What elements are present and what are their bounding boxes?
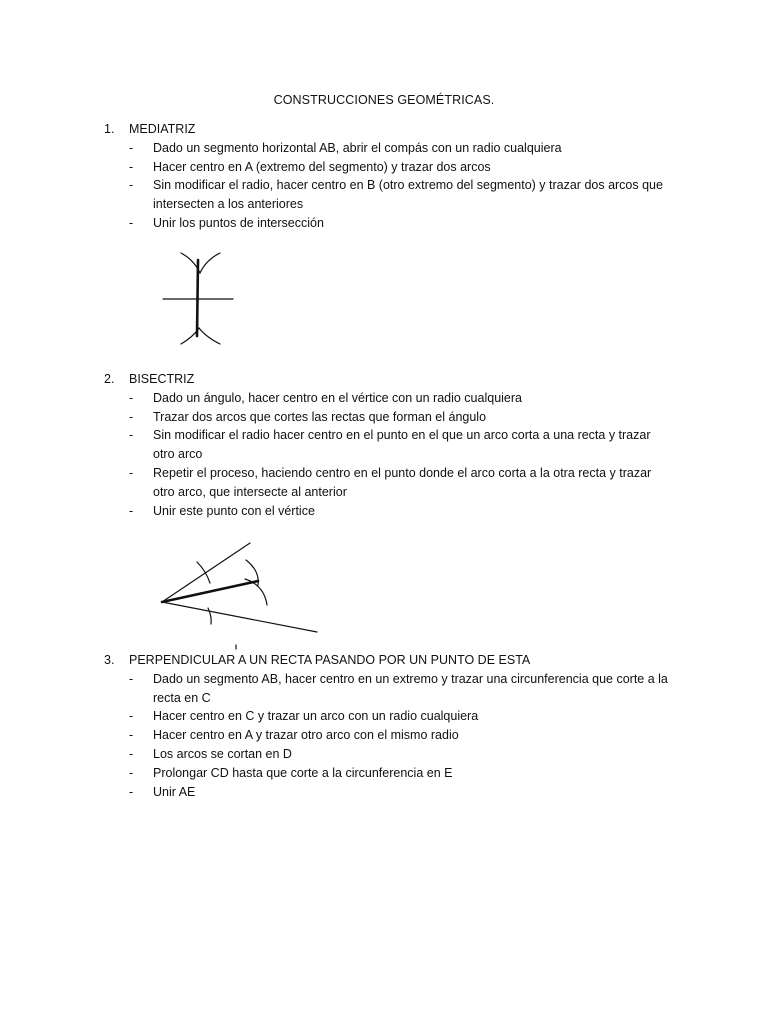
list-item bbox=[104, 408, 684, 427]
bullet-dash: - bbox=[129, 140, 134, 155]
bullet-dash: - bbox=[129, 215, 134, 230]
arc-lower-ray bbox=[208, 608, 211, 624]
upper-arc-pair bbox=[181, 253, 220, 273]
bullet-dash: - bbox=[129, 728, 134, 743]
list-item bbox=[104, 502, 684, 521]
section-number: 3. bbox=[104, 653, 115, 667]
section-perpendicular bbox=[104, 651, 684, 801]
step-list bbox=[104, 670, 684, 802]
section-number: 1. bbox=[104, 122, 115, 136]
bullet-dash: - bbox=[129, 178, 134, 193]
step-text: Trazar dos arcos que cortes las rectas que forman el ángulo bbox=[153, 409, 487, 424]
step-text: Los arcos se cortan en D bbox=[153, 746, 292, 761]
step-text: Unir AE bbox=[153, 784, 196, 799]
section-title: MEDIATRIZ bbox=[129, 122, 196, 136]
section-mediatriz bbox=[104, 120, 684, 233]
section-bisectriz bbox=[104, 370, 684, 520]
bullet-dash: - bbox=[129, 159, 134, 174]
list-item bbox=[104, 764, 684, 783]
step-text: Repetir el proceso, haciendo centro en el punto donde el arco corta a la otra recta y trazar otro arco, que intersecte al anterior bbox=[153, 465, 652, 499]
step-text: Hacer centro en C y trazar un arco con un radio cualquiera bbox=[153, 709, 479, 724]
bisectriz-figure bbox=[150, 535, 330, 650]
list-item bbox=[104, 707, 684, 726]
list-item bbox=[104, 726, 684, 745]
arc-upper-ray bbox=[197, 562, 210, 583]
bullet-dash: - bbox=[129, 465, 134, 480]
angle-bisector bbox=[162, 581, 258, 602]
step-text: Dado un segmento horizontal AB, abrir el compás con un radio cualquiera bbox=[153, 140, 562, 155]
list-item bbox=[104, 389, 684, 408]
list-item bbox=[104, 426, 684, 464]
bisector-line bbox=[197, 260, 198, 336]
step-text: Unir este punto con el vértice bbox=[153, 503, 315, 518]
section-heading bbox=[104, 370, 684, 389]
step-text: Unir los puntos de intersección bbox=[153, 215, 324, 230]
list-item bbox=[104, 176, 684, 214]
bullet-dash: - bbox=[129, 671, 134, 686]
section-heading bbox=[104, 120, 684, 139]
list-item bbox=[104, 158, 684, 177]
bullet-dash: - bbox=[129, 746, 134, 761]
bullet-dash: - bbox=[129, 784, 134, 799]
list-item bbox=[104, 139, 684, 158]
step-text: Sin modificar el radio hacer centro en el punto en el que un arco corta a una recta y trazar otro arco bbox=[153, 428, 651, 462]
step-text: Dado un segmento AB, hacer centro en un extremo y trazar una circunferencia que corte a la recta en C bbox=[153, 671, 668, 705]
mediatriz-figure bbox=[150, 240, 250, 355]
bullet-dash: - bbox=[129, 765, 134, 780]
list-item bbox=[104, 464, 684, 502]
list-item bbox=[104, 783, 684, 802]
bullet-dash: - bbox=[129, 409, 134, 424]
step-text: Dado un ángulo, hacer centro en el vértice con un radio cualquiera bbox=[153, 390, 522, 405]
list-item bbox=[104, 670, 684, 708]
section-title: PERPENDICULAR A UN RECTA PASANDO POR UN PUNTO DE ESTA bbox=[129, 653, 531, 667]
list-item bbox=[104, 745, 684, 764]
lower-ray bbox=[162, 602, 317, 632]
step-text: Hacer centro en A (extremo del segmento) y trazar dos arcos bbox=[153, 159, 491, 174]
bullet-dash: - bbox=[129, 390, 134, 405]
section-title: BISECTRIZ bbox=[129, 372, 195, 386]
bullet-dash: - bbox=[129, 709, 134, 724]
lower-arc-pair bbox=[181, 328, 220, 344]
step-list bbox=[104, 389, 684, 521]
section-number: 2. bbox=[104, 372, 115, 386]
bullet-dash: - bbox=[129, 503, 134, 518]
step-text: Prolongar CD hasta que corte a la circunferencia en E bbox=[153, 765, 453, 780]
document-title: CONSTRUCCIONES GEOMÉTRICAS. bbox=[273, 93, 495, 107]
step-text: Sin modificar el radio, hacer centro en B (otro extremo del segmento) y trazar dos arcos que intersecten a los anteriores bbox=[153, 178, 663, 212]
step-list bbox=[104, 139, 684, 233]
section-heading bbox=[104, 651, 684, 670]
bullet-dash: - bbox=[129, 428, 134, 443]
step-text: Hacer centro en A y trazar otro arco con el mismo radio bbox=[153, 728, 459, 743]
list-item bbox=[104, 214, 684, 233]
